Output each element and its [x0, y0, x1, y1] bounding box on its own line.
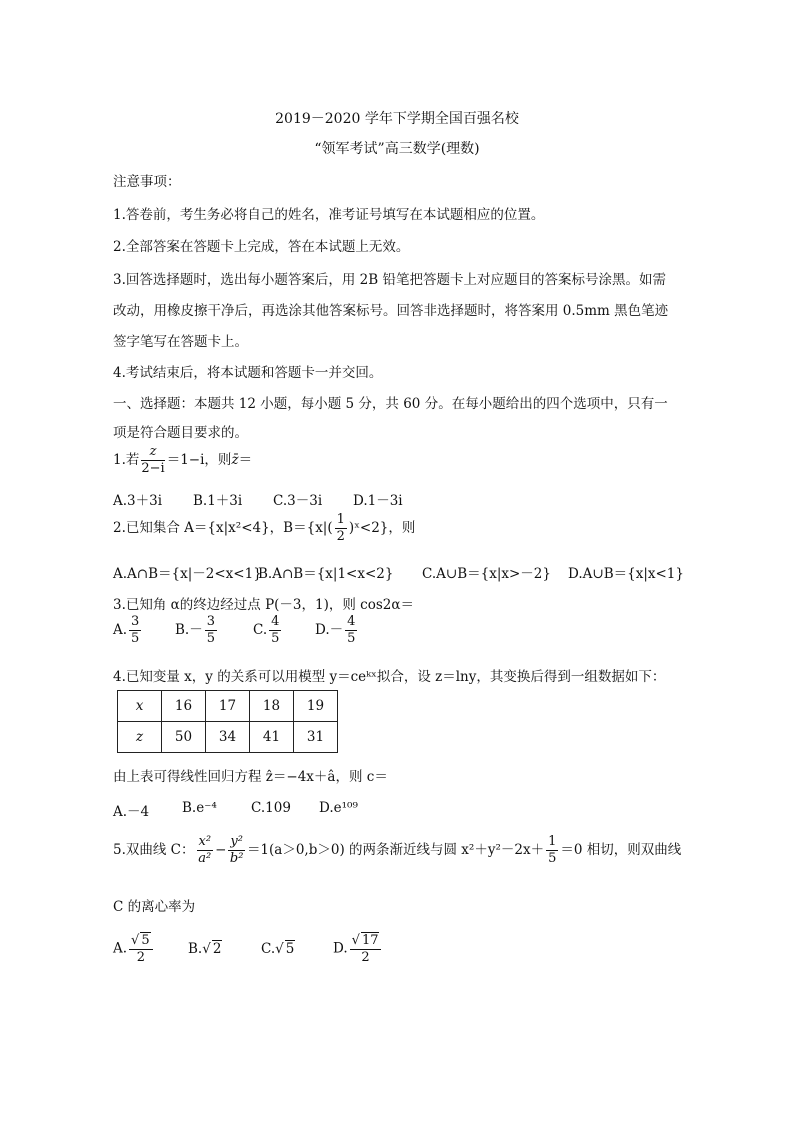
q1-zbar: z̄	[231, 452, 239, 468]
note-item: 2.全部答案在答题卡上完成，答在本试题上无效。	[113, 239, 410, 255]
q5-frac-x-den: a²	[198, 851, 212, 866]
table-cell: 16	[162, 691, 206, 722]
q3-d-num: 4	[347, 614, 356, 629]
q4-option-d: D.e¹⁰⁹	[319, 800, 358, 816]
q2-text-b: )ˣ<2}，则	[348, 520, 416, 536]
q3-option-c-label: C.	[253, 622, 268, 638]
table-cell: 41	[250, 722, 294, 753]
data-table	[117, 690, 338, 753]
table-cell: x	[118, 691, 162, 722]
note-item: 改动，用橡皮擦干净后，再选涂其他答案标号。回答非选择题时，将答案用 0.5mm 黑色笔迹	[113, 303, 669, 319]
table-cell: 50	[162, 722, 206, 753]
q5-c-radicand: 5	[285, 941, 295, 957]
question-5: 5.双曲线 C： $\frac{\text{x²}}{\text{a²}}$ − $\frac{\text{y²}}{\text{b²}}$ ＝1(a＞0,b＞0) 的两条渐近线与圆 x²＋y²－2x＋ $\frac{1}{5}$ ＝0 相切，则双曲线	[113, 834, 682, 866]
q5-eq-end: ＝0 相切，则双曲线	[560, 842, 682, 858]
q2-option-d: D.A∪B＝{x|x<1}	[568, 566, 684, 582]
q5-option-c: C.√ 5	[261, 941, 295, 957]
q3-c-num: 4	[271, 614, 280, 629]
q5-circle-den: 5	[548, 851, 557, 866]
q3-option-b-frac	[205, 614, 217, 647]
table-cell: z	[118, 722, 162, 753]
q1-option-a: A.3＋3i	[113, 493, 163, 509]
q5-frac-y	[228, 834, 245, 867]
q5-a-den: 2	[136, 950, 145, 965]
q3-option-b	[175, 614, 219, 647]
section-heading: 一、选择题：本题共 12 小题，每小题 5 分，共 60 分。在每小题给出的四个选项中，只有一	[113, 396, 668, 412]
q3-option-d-label: D.－	[315, 622, 344, 638]
q1-end: ＝	[238, 452, 253, 468]
q5-frac-x	[197, 834, 214, 867]
q4-regression: 由上表可得线性回归方程 ẑ＝−4x＋â，则 c＝	[113, 769, 388, 785]
notes-heading: 注意事项：	[113, 174, 181, 190]
q5-option-b: B.√ 2	[188, 941, 222, 957]
q2-fraction-num: 1	[336, 512, 345, 527]
q5-circle-num: 1	[548, 834, 557, 849]
q5-frac-circle	[546, 834, 558, 867]
q2-fraction-den: 2	[336, 529, 345, 544]
note-item: 签字笔写在答题卡上。	[113, 334, 248, 350]
q5-option-b-label: B.	[188, 941, 203, 957]
table-row	[118, 722, 338, 753]
table-cell: 17	[206, 691, 250, 722]
q3-option-a-frac	[129, 614, 141, 647]
question-4: 4.已知变量 x，y 的关系可以用模型 y＝ceᵏˣ拟合，设 z＝lny，其变换后得到一组数据如下：	[113, 669, 666, 685]
q3-option-c	[253, 614, 283, 647]
q2-fraction	[335, 512, 347, 545]
q3-d-den: 5	[347, 631, 356, 646]
q1-option-c: C.3－3i	[273, 493, 323, 509]
q3-a-num: 3	[131, 614, 140, 629]
q5-option-c-label: C.	[261, 941, 276, 957]
table-cell: 31	[294, 722, 338, 753]
q5-d-radicand: 17	[361, 933, 379, 948]
question-1	[113, 444, 252, 477]
q1-fraction-den: 2−i	[141, 461, 165, 476]
q5-prefix: 5.双曲线 C：	[113, 842, 195, 858]
q3-b-den: 5	[206, 631, 215, 646]
q2-option-b: B.A∩B＝{x|1<x<2}	[258, 566, 394, 582]
note-item: 1.答卷前，考生务必将自己的姓名，准考证号填写在本试题相应的位置。	[113, 207, 545, 223]
section-heading-cont: 项是符合题目要求的。	[113, 425, 248, 441]
q3-option-b-label: B.－	[175, 622, 203, 638]
table-cell: 18	[250, 691, 294, 722]
q5-frac-y-num: y²	[230, 834, 243, 849]
q5-eq-mid: ＝1(a＞0,b＞0) 的两条渐近线与圆 x²＋y²－2x＋	[246, 842, 545, 858]
q5-frac-y-den: b²	[229, 851, 244, 866]
question-2	[113, 512, 415, 545]
q3-option-a	[113, 614, 143, 647]
q5-a-num: √ 5	[129, 932, 153, 950]
question-3: 3.已知角 α的终边经过点 P(－3，1)，则 cos2α＝	[113, 597, 414, 613]
q5-b-radicand: 2	[212, 941, 222, 957]
table-row	[118, 691, 338, 722]
note-item: 4.考试结束后，将本试题和答题卡一并交回。	[113, 365, 383, 381]
q4-option-c: C.109	[251, 800, 291, 816]
q5-option-a-frac	[129, 932, 153, 966]
table-cell: 34	[206, 722, 250, 753]
q3-b-num: 3	[206, 614, 215, 629]
q5-d-num: √ 17	[350, 932, 382, 950]
q1-mid: ＝1−i，则	[166, 452, 232, 468]
q3-option-d	[315, 614, 359, 647]
q4-option-a: A.－4	[113, 804, 150, 820]
q2-text-a: 2.已知集合 A＝{x|x²<4}，B＝{x|(	[113, 520, 333, 536]
q1-fraction-num: z	[141, 444, 164, 461]
q3-option-d-frac	[345, 614, 357, 647]
q3-a-den: 5	[131, 631, 140, 646]
q5-option-a	[113, 932, 155, 966]
note-item: 3.回答选择题时，选出每小题答案后，用 2B 铅笔把答题卡上对应题目的答案标号涂黑。如需	[113, 272, 666, 288]
q2-option-a: A.A∩B＝{x|－2<x<1}	[113, 566, 262, 582]
q3-option-a-label: A.	[113, 622, 128, 638]
q1-fraction	[141, 444, 164, 477]
q5-d-den: 2	[361, 950, 370, 965]
q5-line2: C 的离心率为	[113, 899, 196, 915]
q4-option-b: B.e⁻⁴	[182, 800, 217, 816]
exam-subtitle: “领军考试”高三数学(理数)	[314, 141, 480, 157]
q5-frac-x-num: x²	[198, 834, 212, 849]
q5-a-radicand: 5	[141, 933, 150, 948]
q3-option-c-frac	[269, 614, 281, 647]
q5-option-d-frac	[350, 932, 382, 966]
table-cell: 19	[294, 691, 338, 722]
q1-option-d: D.1－3i	[353, 493, 403, 509]
q5-option-d	[333, 932, 383, 966]
q5-option-d-label: D.	[333, 940, 348, 957]
q1-prefix: 1.若	[113, 452, 140, 468]
q2-option-c: C.A∪B＝{x|x>－2}	[422, 566, 551, 582]
q3-c-den: 5	[271, 631, 280, 646]
exam-title: 2019－2020 学年下学期全国百强名校	[275, 111, 519, 127]
q5-option-a-label: A.	[113, 940, 128, 957]
q1-option-b: B.1＋3i	[193, 493, 243, 509]
